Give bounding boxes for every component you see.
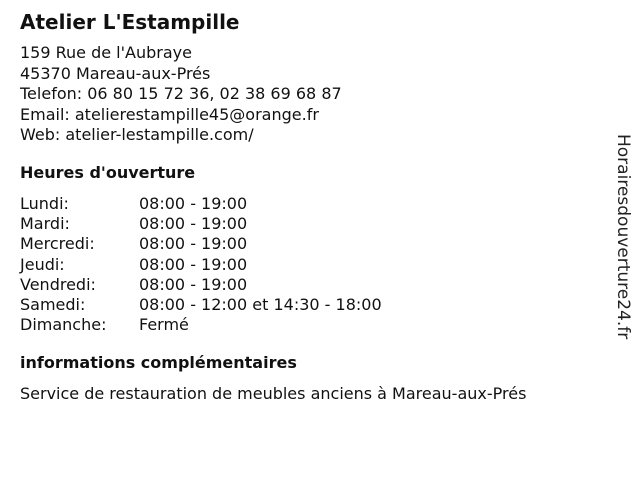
opening-hours-table [20, 194, 440, 335]
contact-block [20, 43, 342, 146]
hours-row-mercredi [20, 234, 440, 254]
day-label: Mardi: [20, 214, 70, 234]
day-label: Mercredi: [20, 234, 95, 254]
hours-row-dimanche [20, 315, 440, 335]
time-value: 08:00 - 19:00 [139, 234, 248, 254]
business-name: Atelier L'Estampille [20, 10, 240, 34]
additional-info-heading: informations complémentaires [20, 353, 297, 372]
address-street: 159 Rue de l'Aubraye [20, 43, 192, 62]
time-value: 08:00 - 19:00 [139, 274, 248, 294]
hours-row-jeudi [20, 255, 440, 275]
hours-row-lundi [20, 194, 440, 214]
hours-row-mardi [20, 214, 440, 234]
site-watermark: Horairesdouverture24.fr [613, 134, 633, 340]
additional-info-text: Service de restauration de meubles anciens à Mareau-aux-Prés [20, 384, 527, 403]
address-city: 45370 Mareau-aux-Prés [20, 63, 211, 83]
opening-hours-heading: Heures d'ouverture [20, 163, 196, 182]
day-label: Jeudi: [20, 254, 65, 274]
time-value: 08:00 - 19:00 [139, 194, 248, 213]
time-value: Fermé [139, 315, 189, 335]
day-label: Dimanche: [20, 315, 107, 335]
time-value: 08:00 - 19:00 [139, 254, 248, 274]
day-label: Lundi: [20, 194, 69, 213]
day-label: Vendredi: [20, 274, 96, 294]
web-text: Web: atelier-lestampille.com/ [20, 125, 254, 144]
hours-row-samedi [20, 295, 440, 315]
email-text: Email: atelierestampille45@orange.fr [20, 104, 319, 124]
day-label: Samedi: [20, 294, 86, 314]
time-value: 08:00 - 12:00 et 14:30 - 18:00 [139, 294, 382, 314]
phone-text: Telefon: 06 80 15 72 36, 02 38 69 68 87 [20, 84, 342, 103]
hours-row-vendredi [20, 275, 440, 295]
time-value: 08:00 - 19:00 [139, 214, 248, 234]
